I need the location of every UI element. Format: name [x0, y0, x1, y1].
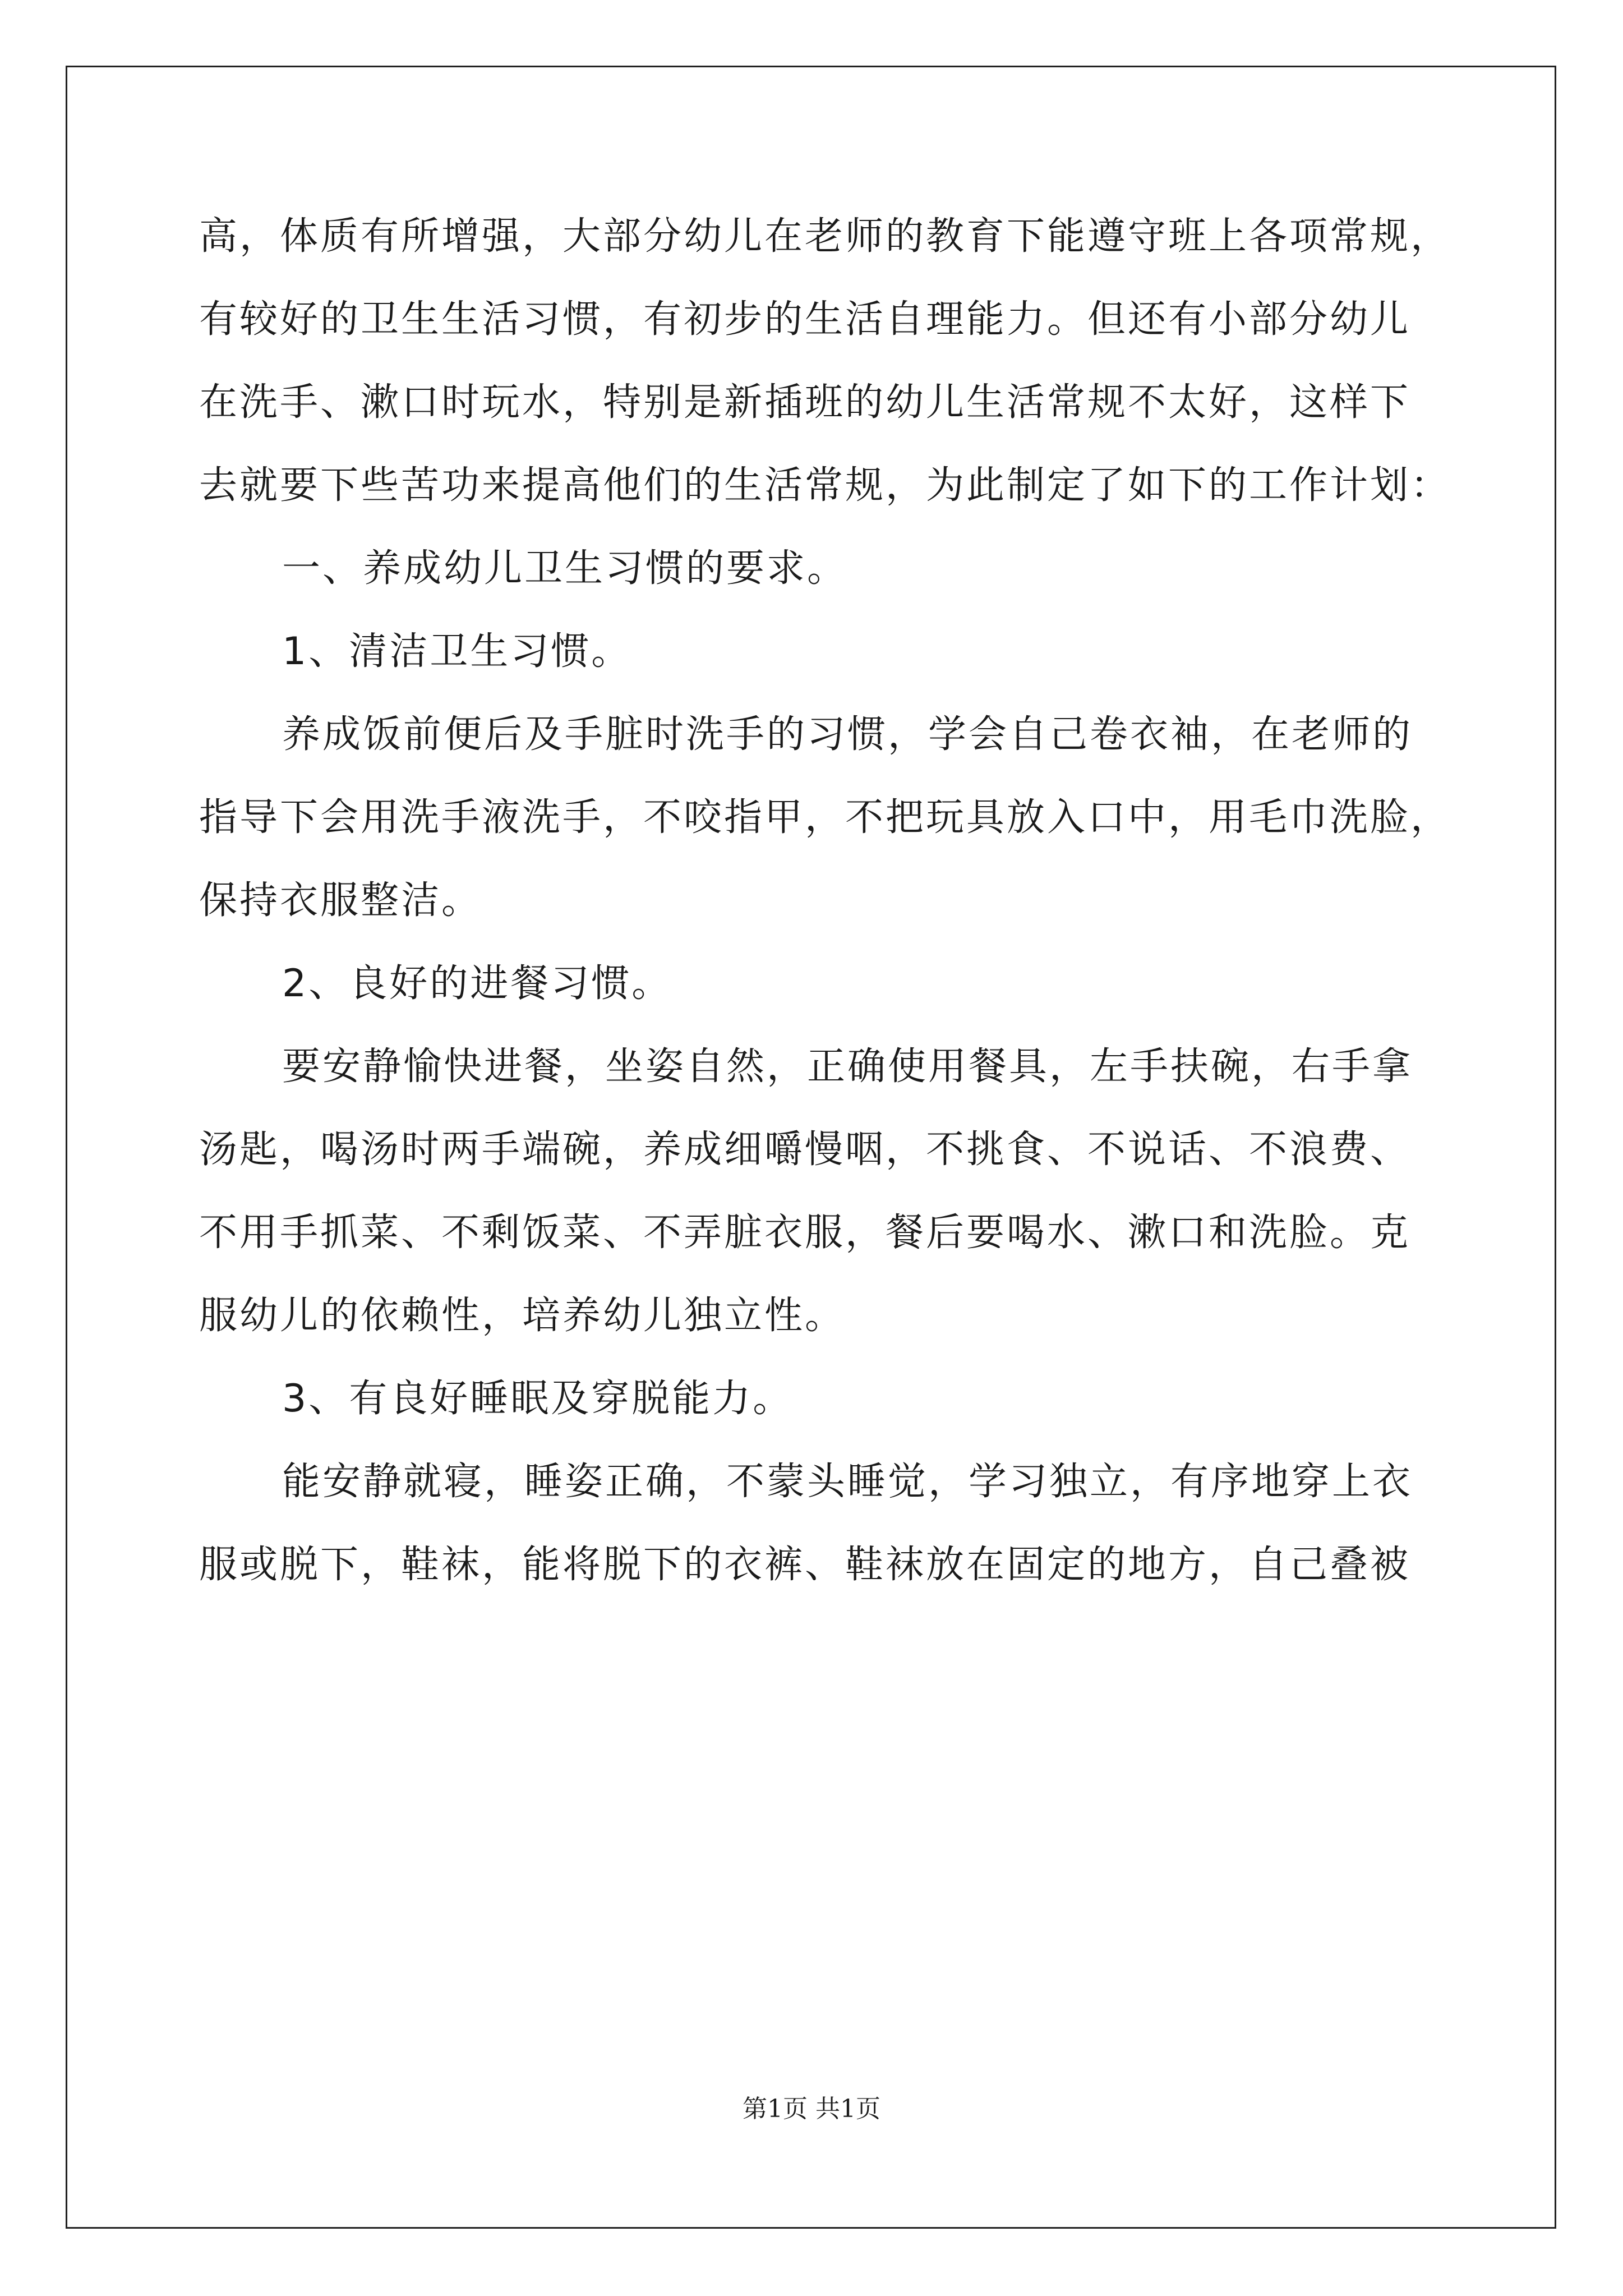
text-line: 保持衣服整洁。	[199, 878, 482, 923]
text-line: 指导下会用洗手液洗手，不咬指甲，不把玩具放入口中，用毛巾洗脸，	[199, 795, 1451, 840]
text-line: 高，体质有所增强，大部分幼儿在老师的教育下能遵守班上各项常规，	[199, 214, 1451, 259]
text-line: 服幼儿的依赖性，培养幼儿独立性。	[199, 1294, 846, 1338]
text-line: 汤匙，喝汤时两手端碗，养成细嚼慢咽，不挑食、不说话、不浪费、	[199, 1128, 1411, 1172]
page-number-footer: 第1页 共1页	[743, 2095, 880, 2123]
section-heading: 一、养成幼儿卫生习惯的要求。	[282, 546, 848, 591]
text-line: 养成饭前便后及手脏时洗手的习惯，学会自己卷衣袖，在老师的	[282, 712, 1413, 757]
text-line: 要安静愉快进餐，坐姿自然，正确使用餐具，左手扶碗，右手拿	[282, 1045, 1413, 1089]
text-line: 有较好的卫生生活习惯，有初步的生活自理能力。但还有小部分幼儿	[199, 297, 1411, 342]
text-line: 在洗手、漱口时玩水，特别是新插班的幼儿生活常规不太好，这样下	[199, 380, 1411, 425]
text-line: 能安静就寝，睡姿正确，不蒙头睡觉，学习独立，有序地穿上衣	[282, 1460, 1413, 1504]
text-line: 去就要下些苦功来提高他们的生活常规，为此制定了如下的工作计划：	[199, 463, 1451, 508]
subsection-heading: 2、良好的进餐习惯。	[282, 961, 672, 1006]
subsection-heading: 3、有良好睡眠及穿脱能力。	[282, 1377, 794, 1421]
subsection-heading: 1、清洁卫生习惯。	[282, 629, 632, 674]
text-line: 不用手抓菜、不剩饭菜、不弄脏衣服，餐后要喝水、漱口和洗脸。克	[199, 1211, 1411, 1255]
text-line: 服或脱下，鞋袜，能将脱下的衣裤、鞋袜放在固定的地方，自己叠被	[199, 1543, 1411, 1587]
